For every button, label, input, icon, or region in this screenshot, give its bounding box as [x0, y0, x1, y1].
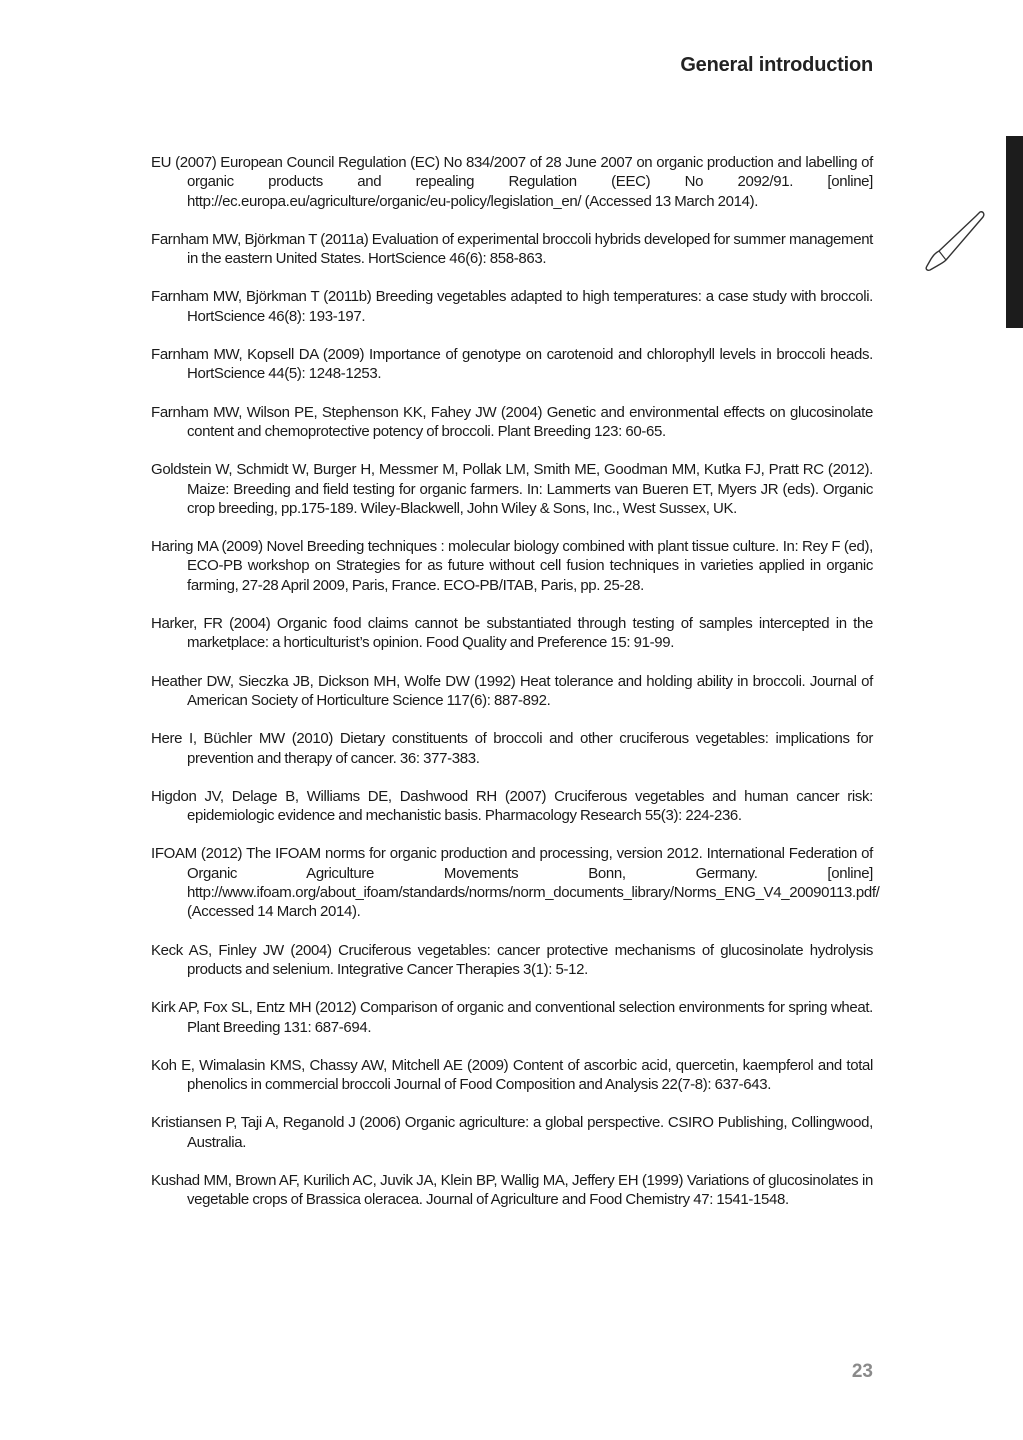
reference-entry: Heather DW, Sieczka JB, Dickson MH, Wolfe DW (1992) Heat tolerance and holding ability in broccoli. Journal of American Society of Horticulture Science 117(6): 887-892. [151, 672, 873, 709]
reference-list [151, 153, 880, 1229]
reference-entry: Kirk AP, Fox SL, Entz MH (2012) Comparison of organic and conventional selection environments for spring wheat. Plant Breeding 131: 687-694. [151, 999, 873, 1036]
reference-entry: Farnham MW, Björkman T (2011a) Evaluation of experimental broccoli hybrids developed for summer management in the eastern United States. HortScience 46(6): 858-863. [151, 230, 873, 268]
running-title: General introduction [680, 54, 873, 76]
reference-entry: EU (2007) European Council Regulation (EC) No 834/2007 of 28 June 2007 on organic production and labelling of organic products and repealing Regulation (EEC) No 2092/91. [online] http://ec.europa.eu/agriculture/organic/eu-policy/legislation_en/ (Accessed 13 March 2014). [151, 154, 873, 210]
page-number: 23 [851, 1361, 873, 1382]
reference-entry: Haring MA (2009) Novel Breeding techniques : molecular biology combined with plant tissue culture. In: Rey F (ed), ECO-PB workshop on Strategies for as future without cell fusion techniques in varieties applied in organic farming, 27-28 April 2009, Paris, France. ECO-PB/ITAB, Paris, pp. 25-28. [151, 538, 873, 594]
reference-entry: Harker, FR (2004) Organic food claims cannot be substantiated through testing of samples intercepted in the marketplace: a horticulturist’s opinion. Food Quality and Preference 15: 91-99. [151, 615, 873, 652]
reference-entry: Kristiansen P, Taji A, Reganold J (2006) Organic agriculture: a global perspective. CSIRO Publishing, Collingwood, Australia. [151, 1114, 873, 1151]
reference-entry: Here I, Büchler MW (2010) Dietary constituents of broccoli and other cruciferous vegetables: implications for prevention and therapy of cancer. 36: 377-383. [151, 730, 873, 767]
reference-entry: Farnham MW, Björkman T (2011b) Breeding vegetables adapted to high temperatures: a case study with broccoli. HortScience 46(8): 193-197. [151, 288, 873, 325]
chapter-thumb-tab [1006, 136, 1023, 328]
reference-entry: Kushad MM, Brown AF, Kurilich AC, Juvik JA, Klein BP, Wallig MA, Jeffery EH (1999) Variations of glucosinolates in vegetable crops of Brassica oleracea. Journal of Agriculture and Food Chemistry 47: 1541-1548. [151, 1171, 873, 1209]
reference-entry: IFOAM (2012) The IFOAM norms for organic production and processing, version 2012. International Federation of Organic Agriculture Movements Bonn, Germany. [online] http://www.ifoam.org/about_ifoam/standards/norms/norm_documents_library/Norms_ENG_V4_20090113.pdf/ (Accessed 14 March 2014). [151, 845, 880, 921]
reference-entry: Farnham MW, Wilson PE, Stephenson KK, Fahey JW (2004) Genetic and environmental effects on glucosinolate content and chemoprotective potency of broccoli. Plant Breeding 123: 60-65. [151, 403, 873, 440]
scalpel-icon [922, 208, 988, 274]
reference-entry: Goldstein W, Schmidt W, Burger H, Messmer M, Pollak LM, Smith ME, Goodman MM, Kutka FJ, Pratt RC (2012). Maize: Breeding and field testing for organic farmers. In: Lammerts van Bueren ET, Myers JR (eds). Organic crop breeding, pp.175-189. Wiley-Blackwell, John Wiley & Sons, Inc., West Sussex, UK. [151, 461, 873, 517]
reference-entry: Higdon JV, Delage B, Williams DE, Dashwood RH (2007) Cruciferous vegetables and human cancer risk: epidemiologic evidence and mechanistic basis. Pharmacology Research 55(3): 224-236. [151, 787, 873, 825]
reference-entry: Koh E, Wimalasin KMS, Chassy AW, Mitchell AE (2009) Content of ascorbic acid, quercetin, kaempferol and total phenolics in commercial broccoli Journal of Food Composition and Analysis 22(7-8): 637-643. [151, 1056, 873, 1094]
reference-entry: Keck AS, Finley JW (2004) Cruciferous vegetables: cancer protective mechanisms of glucosinolate hydrolysis products and selenium. Integrative Cancer Therapies 3(1): 5-12. [151, 941, 873, 978]
reference-entry: Farnham MW, Kopsell DA (2009) Importance of genotype on carotenoid and chlorophyll levels in broccoli heads. HortScience 44(5): 1248-1253. [151, 346, 873, 383]
